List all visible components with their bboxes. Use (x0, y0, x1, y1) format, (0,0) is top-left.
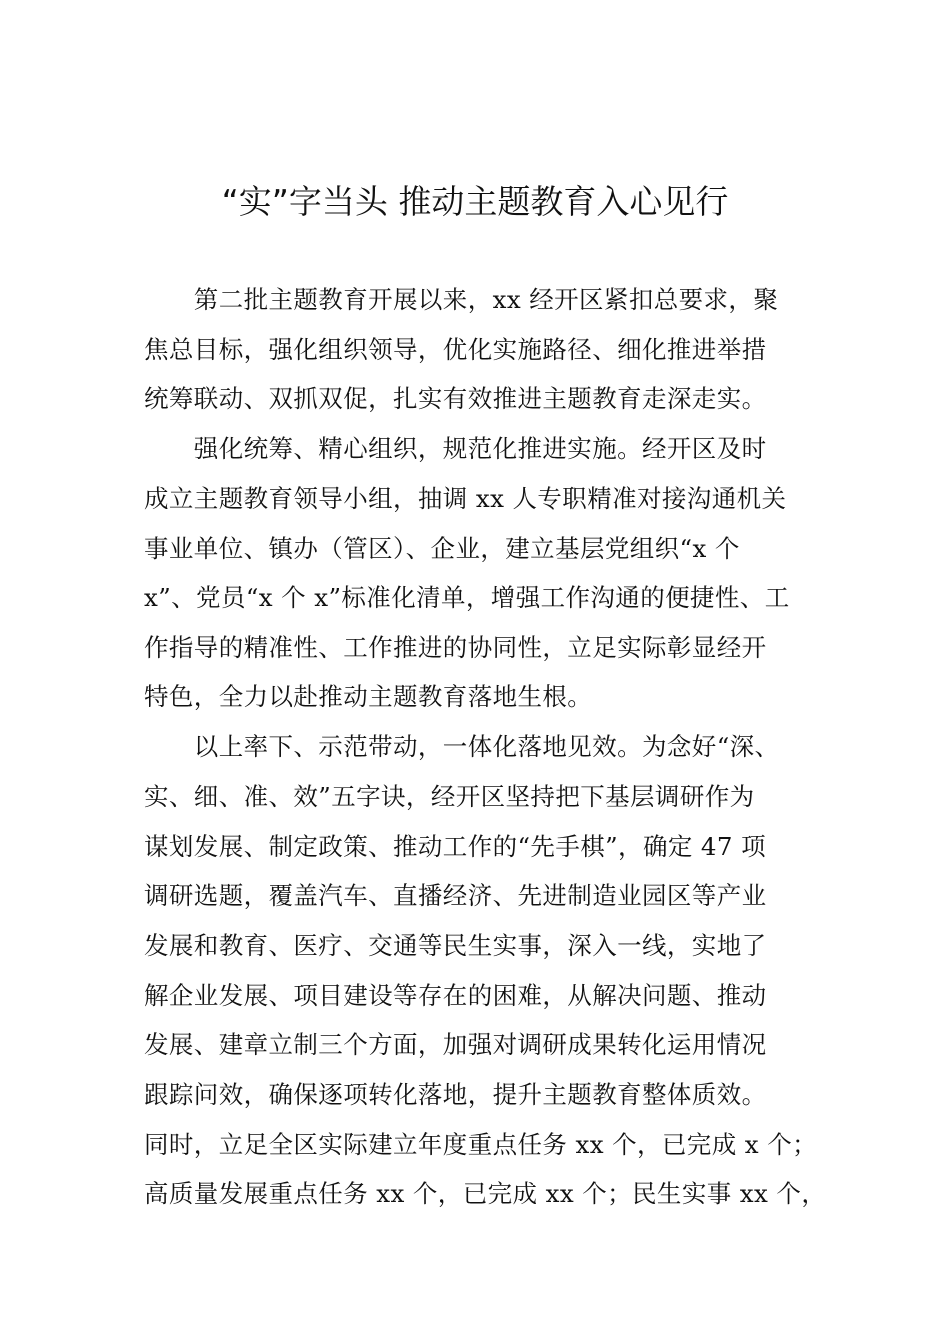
body-line: 高质量发展重点任务 xx 个，已完成 xx 个；民生实事 xx 个， (144, 1179, 827, 1208)
body-line: 焦总目标，强化组织领导，优化实施路径、细化推进举措 (144, 335, 767, 364)
body-line: 第二批主题教育开展以来，xx 经开区紧扣总要求，聚 (144, 285, 779, 314)
body-line: 谋划发展、制定政策、推动工作的“先手棋”，确定 47 项 (144, 832, 766, 861)
body-line: 同时，立足全区实际建立年度重点任务 xx 个，已完成 x 个； (144, 1130, 817, 1159)
document-title: “实”字当头 推动主题教育入心见行 (221, 182, 729, 221)
body-line: 事业单位、镇办（管区）、企业，建立基层党组织“x 个 (144, 534, 740, 563)
body-line: 跟踪问效，确保逐项转化落地，提升主题教育整体质效。 (144, 1080, 767, 1109)
body-line: 调研选题，覆盖汽车、直播经济、先进制造业园区等产业 (144, 881, 767, 910)
body-line: 发展和教育、医疗、交通等民生实事，深入一线，实地了 (144, 931, 767, 960)
body-line: 成立主题教育领导小组，抽调 xx 人专职精准对接沟通机关 (144, 484, 787, 513)
body-line: 以上率下、示范带动，一体化落地见效。为念好“深、 (144, 732, 780, 761)
body-line: 发展、建章立制三个方面，加强对调研成果转化运用情况 (144, 1030, 767, 1059)
body-line: 统筹联动、双抓双促，扎实有效推进主题教育走深走实。 (144, 384, 767, 413)
body-line: x”、党员“x 个 x”标准化清单，增强工作沟通的便捷性、工 (144, 583, 790, 612)
body-line: 作指导的精准性、工作推进的协同性，立足实际彰显经开 (144, 633, 767, 662)
body-line: 特色，全力以赴推动主题教育落地生根。 (144, 682, 593, 711)
body-line: 解企业发展、项目建设等存在的困难，从解决问题、推动 (144, 981, 767, 1010)
body-line: 强化统筹、精心组织，规范化推进实施。经开区及时 (144, 434, 767, 463)
body-line: 实、细、准、效”五字诀，经开区坚持把下基层调研作为 (144, 782, 755, 811)
